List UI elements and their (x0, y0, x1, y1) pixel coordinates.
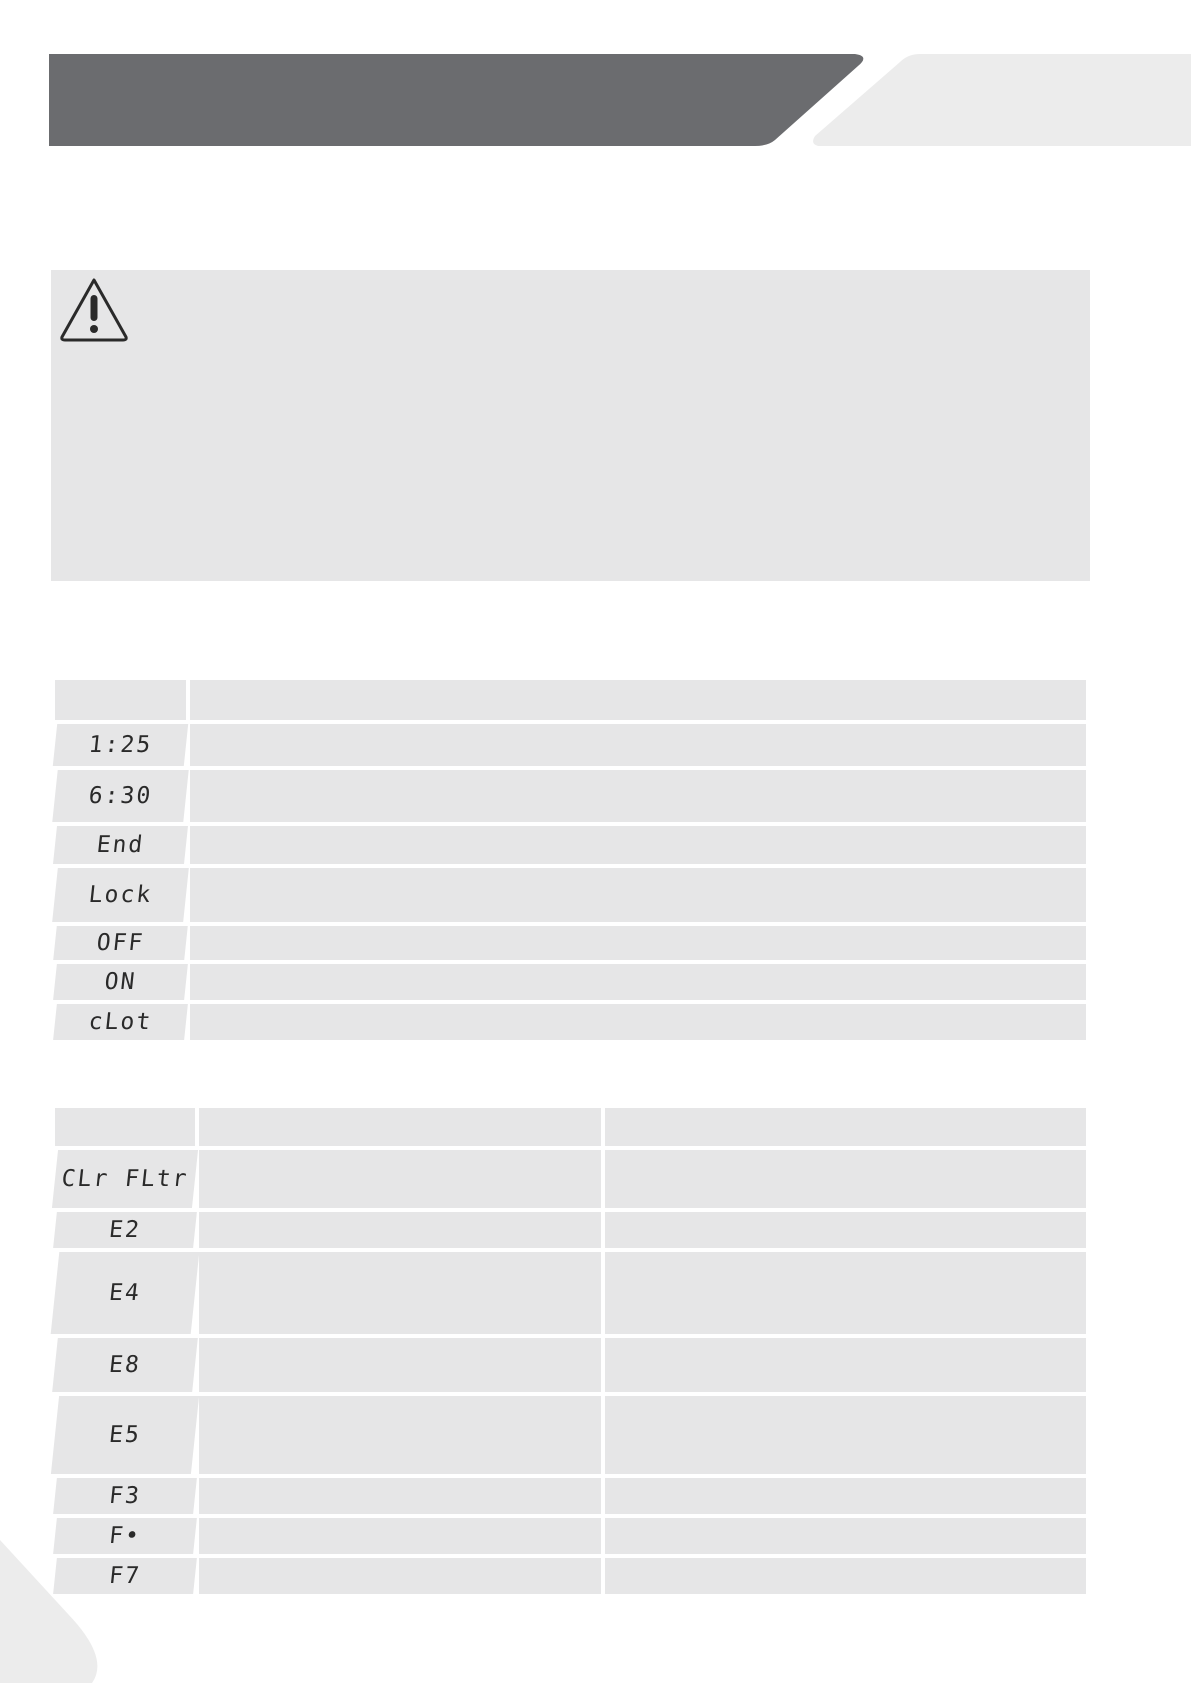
display-code: 1:25 (53, 724, 188, 766)
fault-cause (199, 1150, 601, 1208)
fault-cause (199, 1396, 601, 1474)
table-row (55, 1252, 1086, 1334)
fault-cause (199, 1252, 601, 1334)
display-description (190, 724, 1086, 766)
table-row (55, 1212, 1086, 1248)
display-code: End (53, 826, 188, 864)
table-row (55, 868, 1086, 922)
table-header-row (55, 680, 1086, 720)
table-row (55, 926, 1086, 960)
fault-code: E8 (52, 1338, 198, 1392)
display-code: Lock (52, 868, 189, 922)
display-code: ON (53, 964, 188, 1000)
display-description (190, 1004, 1086, 1040)
fault-solution (605, 1212, 1086, 1248)
fault-code: E4 (51, 1252, 200, 1334)
fault-code: F3 (53, 1478, 197, 1514)
fault-code: E2 (53, 1212, 197, 1248)
header-cell-display (55, 680, 186, 720)
page-corner-shape (0, 1540, 110, 1683)
fault-code: F• (53, 1518, 197, 1554)
display-description (190, 926, 1086, 960)
display-description (190, 826, 1086, 864)
fault-solution (605, 1478, 1086, 1514)
display-code: 6:30 (52, 770, 188, 822)
header-cell-code (55, 1108, 195, 1146)
fault-code-table (51, 1104, 1090, 1598)
fault-cause (199, 1518, 601, 1554)
fault-solution (605, 1396, 1086, 1474)
fault-cause (199, 1338, 601, 1392)
header-cell-solution (605, 1108, 1086, 1146)
fault-code: CLr FLtr (52, 1150, 198, 1208)
table-row (55, 770, 1086, 822)
warning-box (51, 270, 1090, 581)
table-row (55, 1338, 1086, 1392)
display-description (190, 964, 1086, 1000)
table-row (55, 1518, 1086, 1554)
fault-cause (199, 1558, 601, 1594)
fault-code: F7 (53, 1558, 197, 1594)
fault-code: E5 (51, 1396, 199, 1474)
table-row (55, 964, 1086, 1000)
fault-cause (199, 1212, 601, 1248)
header-cell-cause (199, 1108, 601, 1146)
table-row (55, 1396, 1086, 1474)
header-band (0, 0, 1191, 160)
fault-solution (605, 1150, 1086, 1208)
display-code: cLot (53, 1004, 188, 1040)
header-cell-meaning (190, 680, 1086, 720)
table-row (55, 1478, 1086, 1514)
fault-solution (605, 1558, 1086, 1594)
fault-cause (199, 1478, 601, 1514)
table-row (55, 1150, 1086, 1208)
warning-icon (58, 275, 130, 343)
fault-solution (605, 1518, 1086, 1554)
table-row (55, 724, 1086, 766)
display-description (190, 868, 1086, 922)
display-description (190, 770, 1086, 822)
display-code: OFF (53, 926, 188, 960)
table-header-row (55, 1108, 1086, 1146)
fault-solution (605, 1252, 1086, 1334)
display-table (51, 676, 1090, 1044)
fault-solution (605, 1338, 1086, 1392)
table-row (55, 1558, 1086, 1594)
table-row (55, 1004, 1086, 1040)
table-row (55, 826, 1086, 864)
